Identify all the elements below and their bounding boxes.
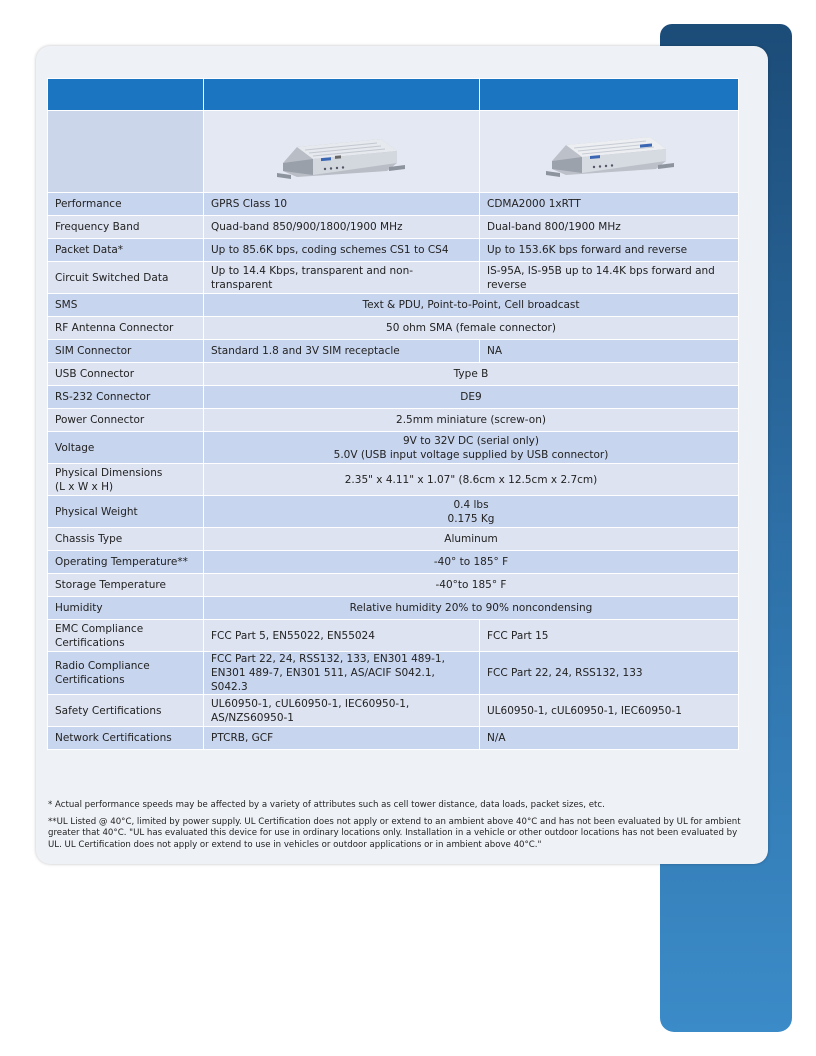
cell-line: 5.0V (USB input voltage supplied by USB connector) — [333, 448, 609, 461]
cell-shared — [204, 496, 739, 528]
spec-table — [47, 78, 739, 750]
row-label: Humidity — [48, 597, 204, 620]
label-line: (L x W x H) — [55, 480, 114, 493]
modem-device-icon — [544, 117, 674, 187]
row-label — [48, 464, 204, 496]
row-label: Frequency Band — [48, 216, 204, 239]
footnote-performance: * Actual performance speeds may be affected by a variety of attributes such as cell tower distance, data loads, packet sizes, etc. — [48, 800, 605, 810]
cell-cdma: UL60950-1, cUL60950-1, IEC60950-1 — [480, 695, 739, 727]
table-row — [48, 597, 739, 620]
cell-line: 9V to 32V DC (serial only) — [403, 434, 539, 447]
cell-shared: DE9 — [204, 386, 739, 409]
row-label: Performance — [48, 193, 204, 216]
table-row — [48, 216, 739, 239]
product-image-row — [48, 111, 739, 193]
cell-line: UL60950-1, cUL60950-1, IEC60950-1, — [211, 697, 410, 710]
table-row — [48, 652, 739, 695]
row-label: RF Antenna Connector — [48, 317, 204, 340]
cell-cdma: CDMA2000 1xRTT — [480, 193, 739, 216]
cell-shared — [204, 432, 739, 464]
cell-line: AS/NZS60950-1 — [211, 711, 294, 724]
cell-shared: Text & PDU, Point-to-Point, Cell broadcast — [204, 294, 739, 317]
table-row — [48, 363, 739, 386]
row-label: USB Connector — [48, 363, 204, 386]
cell-gprs — [204, 652, 480, 695]
header-cell-cdma — [480, 79, 739, 111]
table-row — [48, 620, 739, 652]
table-row — [48, 409, 739, 432]
table-header-row — [48, 79, 739, 111]
row-label: Operating Temperature** — [48, 551, 204, 574]
table-row — [48, 340, 739, 363]
row-label: Network Certifications — [48, 727, 204, 750]
row-label: Chassis Type — [48, 528, 204, 551]
cell-gprs: Up to 85.6K bps, coding schemes CS1 to CS4 — [204, 239, 480, 262]
product-image-cdma — [480, 111, 739, 193]
table-row — [48, 294, 739, 317]
cell-gprs: Standard 1.8 and 3V SIM receptacle — [204, 340, 480, 363]
row-label: SMS — [48, 294, 204, 317]
row-label: Circuit Switched Data — [48, 262, 204, 294]
cell-line: EN301 489-7, EN301 511, AS/ACIF S042.1, S042.3 — [211, 667, 435, 693]
label-line: Radio Compliance — [55, 660, 150, 672]
cell-shared: 2.5mm miniature (screw-on) — [204, 409, 739, 432]
row-label: Safety Certifications — [48, 695, 204, 727]
cell-shared: Relative humidity 20% to 90% noncondensing — [204, 597, 739, 620]
row-label: Storage Temperature — [48, 574, 204, 597]
label-line: EMC Compliance — [55, 622, 144, 635]
row-label: Power Connector — [48, 409, 204, 432]
header-cell-label — [48, 79, 204, 111]
table-row — [48, 317, 739, 340]
table-row — [48, 262, 739, 294]
footnote-ul: **UL Listed @ 40°C, limited by power supply. UL Certification does not apply or extend to an ambient above 40°C and has not been evaluated by UL for ambient greater that 40°C. "UL has evaluated this device for use in ordinary locations only. Installation in a vehicle or other outdoor locations has not been evaluated by UL. UL Certification does not apply or extend to use in vehicles or outdoor applications or in ambient above 40°C." — [48, 816, 741, 850]
table-row — [48, 496, 739, 528]
cell-line: 0.175 Kg — [447, 512, 495, 525]
cell-cdma: Up to 153.6K bps forward and reverse — [480, 239, 739, 262]
label-line: Physical Dimensions — [55, 466, 163, 479]
cell-gprs: PTCRB, GCF — [204, 727, 480, 750]
cell-line: 0.4 lbs — [453, 498, 489, 511]
cell-shared: -40° to 185° F — [204, 551, 739, 574]
header-cell-gprs — [204, 79, 480, 111]
cell-gprs — [204, 695, 480, 727]
label-line: Certifications — [55, 636, 125, 649]
cell-cdma: Dual-band 800/1900 MHz — [480, 216, 739, 239]
cell-shared: Aluminum — [204, 528, 739, 551]
cell-line: FCC Part 22, 24, RSS132, 133, EN301 489-1, — [211, 653, 445, 665]
modem-device-icon — [277, 117, 407, 187]
table-row — [48, 239, 739, 262]
cell-gprs: GPRS Class 10 — [204, 193, 480, 216]
cell-gprs: FCC Part 5, EN55022, EN55024 — [204, 620, 480, 652]
cell-cdma: NA — [480, 340, 739, 363]
row-label: Physical Weight — [48, 496, 204, 528]
cell-cdma: N/A — [480, 727, 739, 750]
table-row — [48, 432, 739, 464]
cell-shared: -40°to 185° F — [204, 574, 739, 597]
table-row — [48, 193, 739, 216]
row-label: RS-232 Connector — [48, 386, 204, 409]
cell-shared: 2.35" x 4.11" x 1.07" (8.6cm x 12.5cm x 2.7cm) — [204, 464, 739, 496]
cell-cdma: FCC Part 22, 24, RSS132, 133 — [480, 652, 739, 695]
cell-cdma: IS-95A, IS-95B up to 14.4K bps forward and reverse — [480, 262, 739, 294]
cell-shared: Type B — [204, 363, 739, 386]
row-label — [48, 620, 204, 652]
product-image-gprs — [204, 111, 480, 193]
footnotes — [48, 800, 748, 856]
row-label: SIM Connector — [48, 340, 204, 363]
row-label: Voltage — [48, 432, 204, 464]
cell-gprs: Quad-band 850/900/1800/1900 MHz — [204, 216, 480, 239]
row-label — [48, 652, 204, 695]
table-row — [48, 695, 739, 727]
cell-cdma: FCC Part 15 — [480, 620, 739, 652]
table-row — [48, 574, 739, 597]
table-row — [48, 727, 739, 750]
table-row — [48, 464, 739, 496]
table-row — [48, 386, 739, 409]
cell-gprs: Up to 14.4 Kbps, transparent and non-transparent — [204, 262, 480, 294]
label-line: Certifications — [55, 674, 125, 686]
table-row — [48, 528, 739, 551]
image-row-blank — [48, 111, 204, 193]
table-row — [48, 551, 739, 574]
cell-shared: 50 ohm SMA (female connector) — [204, 317, 739, 340]
row-label: Packet Data* — [48, 239, 204, 262]
